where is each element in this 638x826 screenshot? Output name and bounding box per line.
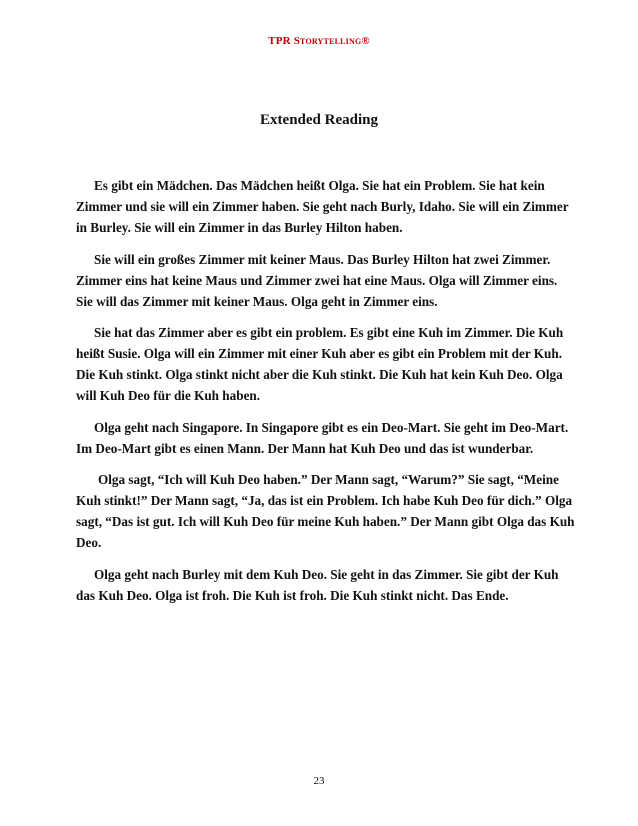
story-paragraph-5: Olga sagt, “Ich will Kuh Deo haben.” Der Mann sagt, “Warum?” Sie sagt, “Meine Kuh stinkt!” Der Mann sagt, “Ja, das ist ein Problem. Ich habe Kuh Deo für dich.” Olga sagt, “Das ist gut. Ich will Kuh Deo für meine Kuh haben.” Der Mann gibt Olga das Kuh Deo. xyxy=(76,472,575,550)
story-paragraph-6: Olga geht nach Burley mit dem Kuh Deo. Sie geht in das Zimmer. Sie gibt der Kuh das Kuh Deo. Olga ist froh. Die Kuh ist froh. Die Kuh stinkt nicht. Das Ende. xyxy=(76,566,559,603)
story-paragraph-3: Sie hat das Zimmer aber es gibt ein problem. Es gibt eine Kuh im Zimmer. Die Kuh heißt Susie. Olga will ein Zimmer mit einer Kuh aber es gibt ein Problem mit der Kuh. Die Kuh stinkt. Olga stinkt nicht aber die Kuh stinkt. Die Kuh hat kein Kuh Deo. Olga will Kuh Deo für die Kuh haben. xyxy=(76,325,564,403)
story-paragraph-4: Olga geht nach Singapore. In Singapore gibt es ein Deo-Mart. Sie geht im Deo-Mart. Im Deo-Mart gibt es einen Mann. Der Mann hat Kuh Deo und das ist wunderbar. xyxy=(76,419,569,456)
page-title: Extended Reading xyxy=(260,112,378,128)
story-body xyxy=(76,175,576,616)
header-brand: TPR xyxy=(268,35,291,47)
story-paragraph-1: Es gibt ein Mädchen. Das Mädchen heißt Olga. Sie hat ein Problem. Sie hat kein Zimmer und sie will ein Zimmer haben. Sie geht nach Burly, Idaho. Sie will ein Zimmer in Burley. Sie will ein Zimmer in das Burley Hilton haben. xyxy=(76,178,569,235)
header-subtitle: Storytelling® xyxy=(293,35,370,47)
page-header xyxy=(0,35,638,47)
story-paragraph-2: Sie will ein großes Zimmer mit keiner Maus. Das Burley Hilton hat zwei Zimmer. Zimmer eins hat keine Maus und Zimmer zwei hat eine Maus. Olga will Zimmer eins. Sie will das Zimmer mit keiner Maus. Olga geht in Zimmer eins. xyxy=(76,251,558,309)
page-number: 23 xyxy=(313,775,325,787)
